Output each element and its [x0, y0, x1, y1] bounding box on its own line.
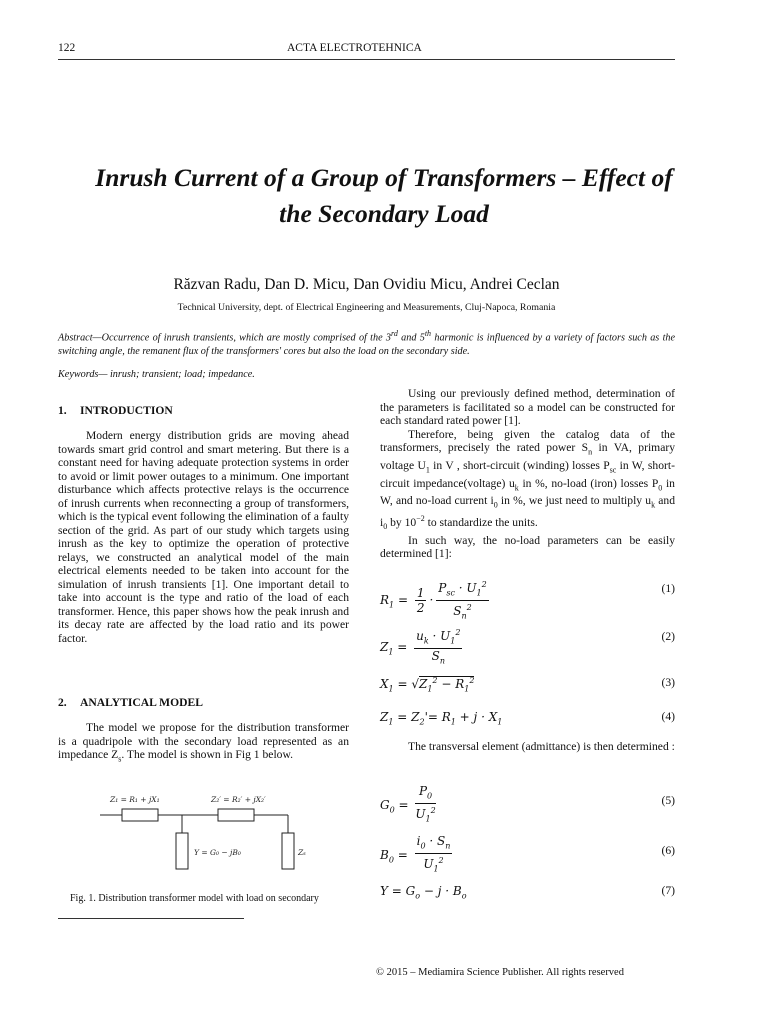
equation-number: (5) [661, 794, 675, 807]
equation-number: (3) [661, 676, 675, 689]
equation-number: (6) [661, 844, 675, 857]
text: Therefore, being given the catalog data of the transformers, precisely the rated power S [380, 427, 675, 454]
text: in W, short-circuit impedance(voltage) u [380, 458, 675, 490]
sub: n [588, 447, 593, 457]
equation-6: $B_0$ = $\frac{i_0 \cdot S_n}{U_1^2}$ (6) [380, 834, 675, 874]
text: in V , short-circuit (winding) losses P [429, 458, 610, 472]
label-z1: Z₁ = R₁ + jX₁ [110, 795, 160, 804]
text: by 10 [387, 516, 417, 530]
label-z2: Z₂′ = R₂′ + jX₂′ [211, 795, 266, 804]
sub: 0 [383, 522, 388, 532]
sub: 0 [493, 500, 498, 510]
text: in W, and no-load current i [380, 476, 675, 508]
text: in VA, primary voltage U [380, 441, 675, 472]
sub: 1 [425, 465, 430, 475]
keywords: Keywords— inrush; transient; load; impedance. [58, 369, 255, 380]
text: in %, no-load (iron) losses P [518, 476, 659, 490]
paper-title: Inrush Current of a Group of Transformers – Effect of the Secondary Load [95, 163, 673, 228]
paragraph: In such way, the no-load parameters can be easily determined [1]: [380, 533, 675, 561]
section-heading-introduction [58, 404, 173, 417]
sub: sc [609, 465, 617, 475]
equation-4: $Z_1 = Z_2'= R_1 + j \cdot X_1$ (4) [380, 710, 675, 727]
text: in %, we just need to multiply u [497, 494, 652, 508]
equation-2: $Z_1$ = $\frac{u_k \cdot U_1^2}{S_n}$ (2) [380, 628, 675, 666]
equation-1: $R_1$ = $\frac{1}{2}$ · $\frac{P_{sc} \cdot U_1^2}{S_n^2}$ (1) [380, 580, 675, 621]
equation-number: (1) [661, 582, 675, 595]
footnote-rule [58, 918, 244, 919]
model-text-b: . The model is shown in Fig 1 below. [121, 748, 293, 761]
text: and i [380, 494, 676, 530]
sub: k [514, 482, 519, 492]
paragraph: The transversal element (admittance) is then determined : [408, 740, 675, 753]
author-list: Răzvan Radu, Dan D. Micu, Dan Ovidiu Micu, Andrei Ceclan [173, 276, 560, 293]
right-column-body [380, 387, 675, 561]
label-zs: Zₛ [298, 848, 306, 857]
equation-7: $Y = G_o - j \cdot B_o$ (7) [380, 884, 675, 901]
abstract-text-3: harmonic is influenced by a variety of factors such as the switching angle, the remanent flux of the transformers' cores but also the load on the secondary side. [58, 332, 676, 357]
load-impedance-zs [282, 833, 294, 869]
model-paragraph [58, 721, 349, 766]
equation-number: (2) [661, 630, 675, 643]
abstract-text-1: Abstract—Occurrence of inrush transients, which are mostly comprised of the 3 [58, 332, 392, 344]
abstract [58, 327, 675, 358]
abstract-sup-2: th [424, 329, 432, 338]
model-sub: s [118, 754, 122, 764]
introduction-body [58, 429, 349, 645]
section-heading-analytical-model [58, 696, 203, 709]
abstract-text-2: and 5 [397, 332, 425, 344]
abstract-sup-1: rd [391, 329, 398, 338]
section-title: INTRODUCTION [80, 404, 173, 417]
equation-5: $G_0$ = $\frac{P_0}{U_1^2}$ (5) [380, 784, 675, 824]
section-number: 1. [58, 404, 67, 417]
transformer-circuit-diagram [90, 788, 330, 878]
sub: 0 [658, 482, 663, 492]
impedance-z1 [122, 809, 158, 821]
paragraph: Using our previously defined method, determination of the parameters is facilitated so a model can be constructed for each standard rated power [1]. [380, 387, 675, 427]
equation-number: (7) [661, 884, 675, 897]
journal-name: ACTA ELECTROTEHNICA [287, 42, 422, 54]
paragraph [380, 428, 675, 534]
equation-3: $X_1 = √Z_1^2 - R_1^2$ (3) [380, 676, 675, 694]
sub: k [651, 500, 656, 510]
intro-paragraph: Modern energy distribution grids are moving ahead towards smart grid control and smart metering. But there is a constant need for having adequate protection systems in order to avoid or limit power outages to a minimum. One important disturbance which affects protective relays is the occurrence of inrush currents when reconnecting a group of transformers, which is the typical event following the elimination of a faulty section of the grid. As part of our study which targets using inrush as the key to optimize the operation of protective relays, we constructed an analytical model of the main electrical elements needed to be taken into account for the simulation of inrush transients [1]. One important detail to take into account is the type and ratio of the load of each transformer. Hence, this paper shows how the peak inrush and its decay rate are affected by the load ratio and its power factor. [58, 429, 349, 645]
admittance-intro [380, 740, 675, 754]
affiliation: Technical University, dept. of Electrical Engineering and Measurements, Cluj-Napoca, Romania [177, 302, 556, 313]
model-body [58, 721, 349, 766]
copyright-notice: © 2015 – Mediamira Science Publisher. All rights reserved [376, 967, 624, 978]
impedance-z2 [218, 809, 254, 821]
admittance-y [176, 833, 188, 869]
equation-number: (4) [661, 710, 675, 723]
page-number: 122 [58, 42, 76, 54]
header-rule [58, 59, 675, 60]
figure-caption: Fig. 1. Distribution transformer model with load on secondary [70, 893, 319, 904]
section-number: 2. [58, 696, 67, 709]
sup: −2 [416, 514, 425, 524]
text: to standardize the units. [424, 516, 538, 530]
label-y: Y = G₀ − jB₀ [194, 848, 241, 857]
section-title: ANALYTICAL MODEL [80, 696, 203, 709]
model-text-a: The model we propose for the distribution transformer is a quadripole with the secondary load represented as an impedance Z [58, 721, 349, 761]
